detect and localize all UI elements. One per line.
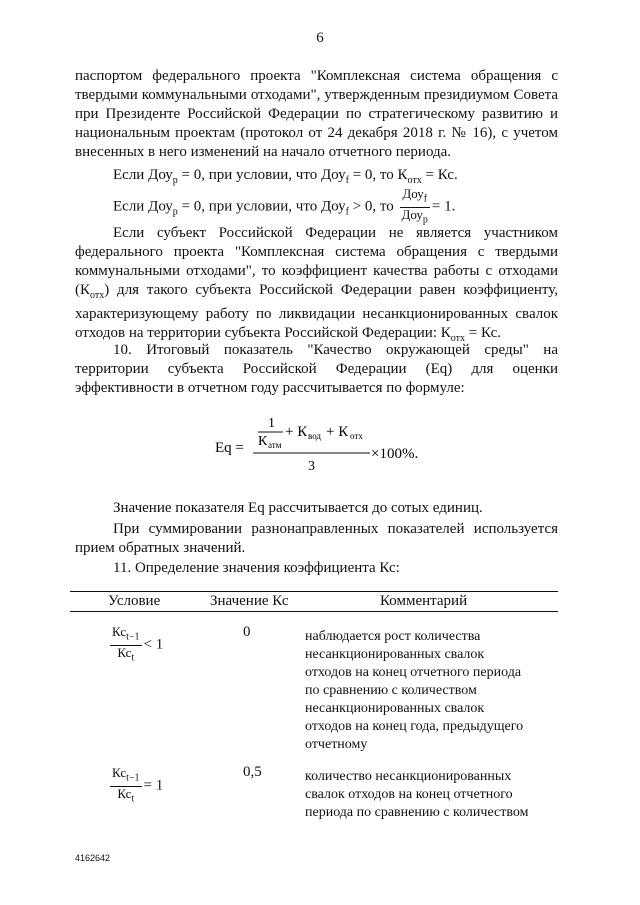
formula-times: ×100%. bbox=[371, 446, 419, 462]
document-id: 4162642 bbox=[75, 853, 111, 863]
comment-line: отходов на конец года, предыдущего bbox=[305, 719, 524, 734]
table-header-condition: Условие bbox=[108, 593, 161, 609]
formula-k-vod-sub: вод bbox=[308, 431, 322, 441]
table-top-border bbox=[70, 591, 558, 592]
paragraph-1-line: национальным проектам (протокол от 24 декабря 2018 г. № 16), с учетом bbox=[75, 125, 558, 141]
page-number: 6 bbox=[316, 30, 324, 46]
formula-one: 1 bbox=[268, 416, 275, 431]
comment-line: несанкционированных свалок bbox=[305, 701, 485, 716]
subscript: отх bbox=[407, 175, 422, 186]
paragraph-2-line: федерального проекта "Комплексная система обращения с твердыми bbox=[75, 244, 558, 260]
paragraph-3-line: территории субъекта Российской Федерации (Eq) для оценки bbox=[75, 361, 558, 377]
comment-line: свалок отходов на конец отчетного bbox=[305, 787, 513, 802]
table-row-1-condition bbox=[108, 625, 163, 665]
condition-text: = 0, при условии, что Доу bbox=[177, 198, 346, 215]
condition-text: Если Доу bbox=[113, 198, 173, 215]
paragraph-3-line: эффективности в отчетном году рассчитывается по формуле: bbox=[75, 380, 465, 396]
condition-fraction: $\frac{Кс_{t-1}}{Кс_t}$ bbox=[112, 624, 140, 664]
paragraph-1 bbox=[75, 67, 558, 162]
condition-text: = Кс. bbox=[421, 167, 458, 183]
paragraph-2-line: характеризующему работу по ликвидации несанкционированных свалок bbox=[75, 306, 558, 322]
comment-line: несанкционированных свалок bbox=[305, 647, 485, 662]
subscript: р bbox=[172, 175, 178, 186]
paragraph-3 bbox=[75, 341, 558, 398]
paragraph-1-line: при Президенте Российской Федерации по стратегическому развитию и bbox=[75, 106, 558, 122]
comment-line: количество несанкционированных bbox=[305, 769, 512, 784]
table-row-2-value: 0,5 bbox=[243, 764, 262, 780]
comment-line: отходов на конец отчетного периода bbox=[305, 665, 522, 680]
paragraph-2-line: коммунальными отходами", то коэффициент качества работы с отходами bbox=[75, 263, 558, 279]
paragraph-4: Значение показателя Eq рассчитывается до сотых единиц. bbox=[113, 500, 483, 516]
formula-k-otx-sub: отх bbox=[350, 431, 363, 441]
subscript: р bbox=[172, 206, 178, 218]
paragraph-1-line: твердыми коммунальными отходами", утвержденным президиумом Совета bbox=[75, 87, 558, 103]
table-row-1-value: 0 bbox=[243, 624, 251, 640]
condition-relation: = 1 bbox=[143, 777, 164, 794]
table-row-2-condition bbox=[108, 766, 163, 806]
comment-line: по сравнению с количеством bbox=[305, 683, 477, 698]
subscript: f bbox=[345, 175, 349, 186]
paragraph-5 bbox=[75, 520, 558, 558]
formula-k-atm: К bbox=[258, 434, 268, 449]
condition-text: > 0, то bbox=[348, 198, 398, 215]
table-row-2-comment bbox=[305, 768, 555, 822]
eq-formula-svg bbox=[215, 415, 425, 475]
comment-line: наблюдается рост количества bbox=[305, 629, 481, 644]
condition-2 bbox=[75, 187, 558, 227]
formula-plus-otx: + К bbox=[326, 424, 349, 440]
condition-text: Если Доу bbox=[113, 167, 173, 183]
paragraph-1-line: внесенных в него изменений на начало отчетного периода. bbox=[75, 144, 452, 160]
paragraph-2-line: Если субъект Российской Федерации не является участником bbox=[113, 225, 558, 241]
subscript: f bbox=[345, 206, 349, 218]
formula-denominator: 3 bbox=[308, 459, 315, 474]
paragraph-5-line: При суммировании разнонаправленных показателей используется bbox=[113, 521, 558, 537]
condition-relation: < 1 bbox=[143, 636, 164, 653]
paragraph-1-line: паспортом федерального проекта "Комплексная система обращения с bbox=[75, 68, 558, 84]
eq-formula bbox=[215, 415, 425, 480]
paragraph-2-line: $(К_{отх})$ для такого субъекта Российской Федерации равен коэффициенту, bbox=[75, 282, 558, 301]
paragraph-6: 11. Определение значения коэффициента Кс: bbox=[113, 560, 400, 576]
fraction: $\frac{Доу_f}{Доу_р}$ bbox=[401, 186, 428, 226]
paragraph-3-line: 10. Итоговый показатель "Качество окружающей среды" на bbox=[113, 342, 558, 358]
paragraph-2 bbox=[75, 224, 558, 348]
comment-line: периода по сравнению с количеством bbox=[305, 805, 529, 820]
formula-plus-vod: + К bbox=[285, 424, 308, 440]
condition-text: = 0, при условии, что Доу bbox=[177, 167, 346, 183]
formula-lhs: Eq = bbox=[215, 440, 244, 456]
table-header-comment: Комментарий bbox=[380, 593, 468, 609]
condition-text: = 1. bbox=[431, 198, 456, 215]
paragraph-5-line: прием обратных значений. bbox=[75, 540, 246, 556]
comment-line: отчетному bbox=[305, 737, 368, 752]
condition-text: = 0, то К bbox=[348, 167, 408, 183]
table-header-border bbox=[70, 611, 558, 612]
condition-fraction: $\frac{Кс_{t-1}}{Кс_t}$ bbox=[112, 765, 140, 805]
table-header-value: Значение Кс bbox=[210, 593, 289, 609]
formula-k-atm-sub: атм bbox=[268, 440, 282, 450]
paragraph-2-line: отходов на территории субъекта Российской Федерации: $К_{отх}$ = Кс. bbox=[75, 325, 502, 344]
table-row-1-comment bbox=[305, 628, 555, 754]
